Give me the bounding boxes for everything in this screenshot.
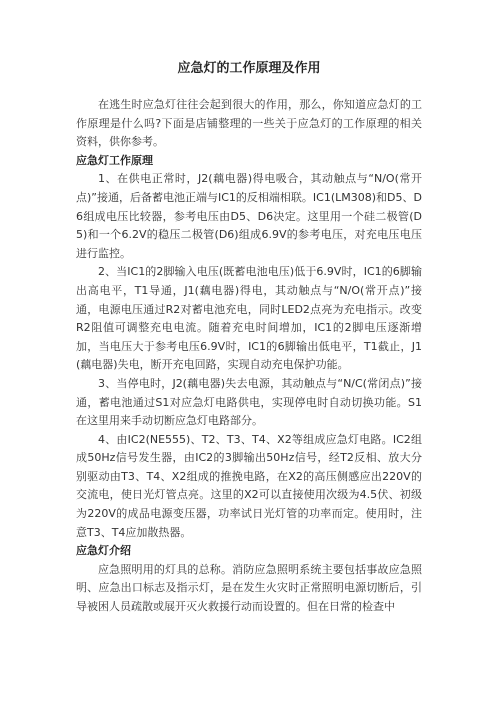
principle-paragraph-4: 4、由IC2(NE555)、T2、T3、T4、X2等组成应急灯电路。IC2组成50Hz信号发生器，由IC2的3脚输出50Hz信号，经T2反相、放大分别驱动由T3、T4、X2组成的推挽电路，在X2的高压侧感应出220V的交流电，使日光灯管点亮。这里的X2可以直接使用次级为4.5伏、初级为220V的成品电源变压器，功率试日光灯管的功率而定。使用时，注意T3、T4应加散热器。 xyxy=(76,432,422,539)
principle-paragraph-1: 1、在供电正常时，J2(藕电器)得电吸合，其动触点与“N/O(常开点)”接通，后备蓄电池正端与IC1的反相端相联。IC1(LM308)和D5、D6组成电压比较器，参考电压由D5、D6决定。这里用一个硅二极管(D5)和一个6.2V的稳压二极管(D6)组成6.9V的参考电压，对充电压电压进行监控。 xyxy=(76,172,422,260)
introduction-paragraph-1: 应急照明用的灯具的总称。消防应急照明系统主要包括事故应急照明、应急出口标志及指示灯，是在发生火灾时正常照明电源切断后，引导被困人员疏散或展开灭火救援行动而设置的。但在日常的检查中 xyxy=(76,562,422,614)
document-title: 应急灯的工作原理及作用 xyxy=(177,61,321,76)
document-page xyxy=(76,60,422,617)
section-heading-working-principle: 应急灯工作原理 xyxy=(76,153,153,167)
principle-paragraph-3: 3、当停电时，J2(藕电器)失去电源，其动触点与“N/C(常闭点)”接通，蓄电池通过S1对应急灯电路供电，实现停电时自动切换功能。S1在这里用来手动切断应急灯电路部分。 xyxy=(76,376,422,428)
intro-paragraph: 在逃生时应急灯往往会起到很大的作用，那么，你知道应急灯的工作原理是什么吗?下面是店铺整理的一些关于应急灯的工作原理的相关资料，供你参考。 xyxy=(76,98,422,149)
section-heading-introduction: 应急灯介绍 xyxy=(76,544,131,558)
principle-paragraph-2: 2、当IC1的2脚输入电压(既蓄电池电压)低于6.9V时，IC1的6脚输出高电平，T1导通，J1(藕电器)得电，其动触点与“N/O(常开点)”接通，电源电压通过R2对蓄电池充电，同时LED2点亮为充电指示。改变R2阻值可调整充电电流。随着充电时间增加，IC1的2脚电压逐渐增加，当电压大于参考电压6.9V时，IC1的6脚输出低电平，T1截止，J1(藕电器)失电，断开充电回路，实现自动充电保护功能。 xyxy=(76,265,422,372)
